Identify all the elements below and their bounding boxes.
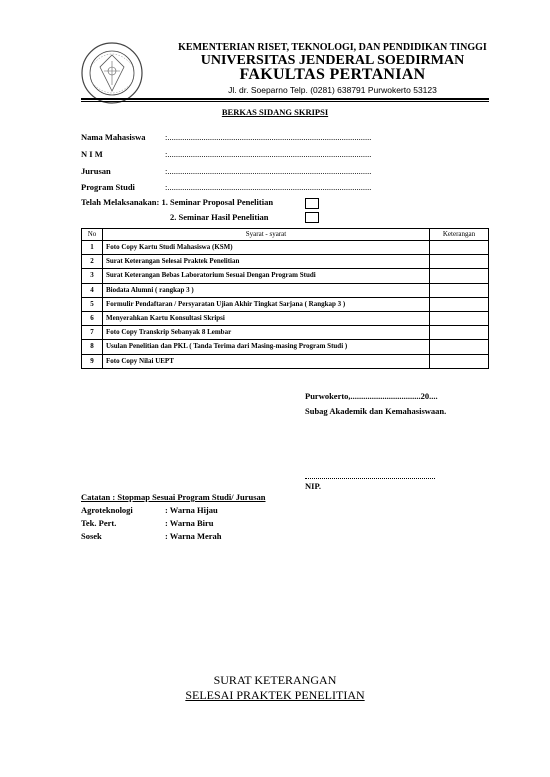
field-blank: :................................................................................................ xyxy=(165,166,372,176)
signature-line xyxy=(305,478,435,479)
field-label: Jurusan xyxy=(81,166,111,176)
row-number: 3 xyxy=(82,269,103,283)
proposal-seminar-checkbox[interactable] xyxy=(305,198,319,209)
ministry-name: KEMENTERIAN RISET, TEKNOLOGI, DAN PENDIDIKAN TINGGI xyxy=(178,42,487,53)
row-item: Foto Copy Transkrip Sebanyak 8 Lembar xyxy=(103,326,430,340)
table-row xyxy=(82,283,489,297)
row-note-cell[interactable] xyxy=(430,241,489,255)
signature-place-date: Purwokerto,.................................20.... xyxy=(305,391,438,401)
row-number: 6 xyxy=(82,311,103,325)
table-row xyxy=(82,340,489,354)
note-value: : Warna Biru xyxy=(165,518,214,528)
execution-line-1 xyxy=(81,197,273,207)
row-note-cell[interactable] xyxy=(430,311,489,325)
field-label: Nama Mahasiswa xyxy=(81,132,146,142)
row-item: Surat Keterangan Selesai Praktek Penelitian xyxy=(103,255,430,269)
row-number: 8 xyxy=(82,340,103,354)
field-label: Program Studi xyxy=(81,182,135,192)
field-blank: :................................................................................................ xyxy=(165,149,372,159)
note-value: : Warna Hijau xyxy=(165,505,218,515)
table-row xyxy=(82,269,489,283)
row-number: 4 xyxy=(82,283,103,297)
column-header-note: Keterangan xyxy=(430,229,489,241)
header-divider-thin xyxy=(81,101,489,102)
row-note-cell[interactable] xyxy=(430,326,489,340)
row-number: 7 xyxy=(82,326,103,340)
table-row xyxy=(82,311,489,325)
row-note-cell[interactable] xyxy=(430,255,489,269)
execution-item-2: 2. Seminar Hasil Penelitian xyxy=(170,212,269,222)
row-item: Biodata Alumni ( rangkap 3 ) xyxy=(103,283,430,297)
field-label: N I M xyxy=(81,149,103,159)
note-label: Agroteknologi xyxy=(81,505,133,515)
row-number: 2 xyxy=(82,255,103,269)
field-student-name[interactable] xyxy=(81,131,371,143)
row-number: 9 xyxy=(82,354,103,368)
note-label: Tek. Pert. xyxy=(81,518,117,528)
row-note-cell[interactable] xyxy=(430,283,489,297)
row-note-cell[interactable] xyxy=(430,354,489,368)
row-item: Foto Copy Kartu Studi Mahasiswa (KSM) xyxy=(103,241,430,255)
note-item xyxy=(81,518,214,528)
result-seminar-checkbox[interactable] xyxy=(305,212,319,223)
column-header-no: No xyxy=(82,229,103,241)
field-blank: :................................................................................................ xyxy=(165,132,372,142)
field-study-program[interactable] xyxy=(81,181,371,193)
header-divider xyxy=(81,98,489,100)
faculty-name: FAKULTAS PERTANIAN xyxy=(239,66,426,83)
row-number: 1 xyxy=(82,241,103,255)
row-item: Foto Copy Nilai UEPT xyxy=(103,354,430,368)
execution-label: Telah Melaksanakan: xyxy=(81,197,160,207)
row-item: Menyerahkan Kartu Konsultasi Skripsi xyxy=(103,311,430,325)
note-item xyxy=(81,505,218,515)
row-item: Surat Keterangan Bebas Laboratorium Sesuai Dengan Program Studi xyxy=(103,269,430,283)
table-row xyxy=(82,326,489,340)
next-section-title: SURAT KETERANGAN xyxy=(213,673,337,687)
row-note-cell[interactable] xyxy=(430,340,489,354)
table-row xyxy=(82,297,489,311)
field-nim[interactable] xyxy=(81,148,371,160)
faculty-address: Jl. dr. Soeparno Telp. (0281) 638791 Purwokerto 53123 xyxy=(228,85,437,95)
table-row xyxy=(82,255,489,269)
note-label: Sosek xyxy=(81,531,102,541)
university-seal-icon xyxy=(80,41,144,105)
row-note-cell[interactable] xyxy=(430,269,489,283)
table-header-row xyxy=(82,229,489,241)
field-department[interactable] xyxy=(81,165,371,177)
row-item: Usulan Penelitian dan PKL ( Tanda Terima dari Masing-masing Program Studi ) xyxy=(103,340,430,354)
next-section-subtitle: SELESAI PRAKTEK PENELITIAN xyxy=(185,688,365,702)
row-note-cell[interactable] xyxy=(430,297,489,311)
table-row xyxy=(82,241,489,255)
note-item xyxy=(81,531,222,541)
signature-office: Subag Akademik dan Kemahasiswaan. xyxy=(305,406,447,416)
requirements-table xyxy=(81,228,489,369)
note-value: : Warna Merah xyxy=(165,531,222,541)
execution-item-1: 1. Seminar Proposal Penelitian xyxy=(161,197,274,207)
document-title: BERKAS SIDANG SKRIPSI xyxy=(221,107,329,117)
row-item: Formulir Pendaftaran / Persyaratan Ujian Akhir Tingkat Sarjana ( Rangkap 3 ) xyxy=(103,297,430,311)
notes-title: Catatan : Stopmap Sesuai Program Studi/ Jurusan xyxy=(81,492,266,502)
university-name: UNIVERSITAS JENDERAL SOEDIRMAN xyxy=(200,53,465,68)
column-header-item: Syarat - syarat xyxy=(103,229,430,241)
table-row xyxy=(82,354,489,368)
field-blank: :................................................................................................ xyxy=(165,182,372,192)
signature-nip: NIP. xyxy=(305,481,321,491)
row-number: 5 xyxy=(82,297,103,311)
